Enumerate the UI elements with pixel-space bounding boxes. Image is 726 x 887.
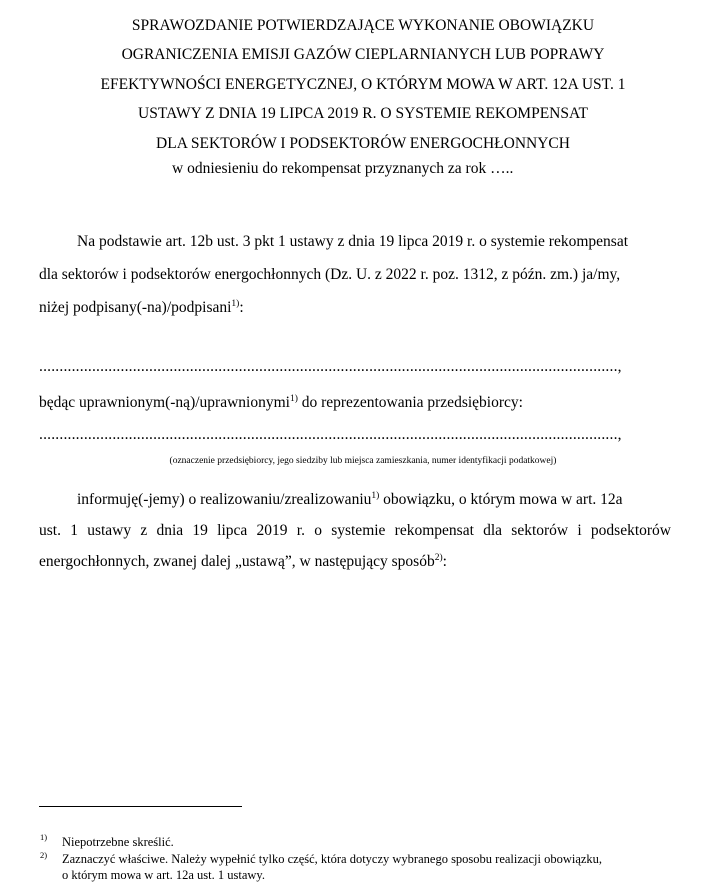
footnote-ref-2: 2)	[434, 553, 443, 563]
representative-text-end: do reprezentowania przedsiębiorcy:	[297, 394, 523, 411]
footnote-ref-1: 1)	[231, 299, 240, 309]
footnote-1-mark: 1)	[40, 832, 48, 842]
intro-line-1: Na podstawie art. 12b ust. 3 pkt 1 ustawy z dnia 19 lipca 2019 r. o systemie rekompensat	[77, 233, 629, 250]
footnote-2-text-cont: o którym mowa w art. 12a ust. 1 ustawy.	[62, 868, 265, 882]
title-line-1: SPRAWOZDANIE POTWIERDZAJĄCE WYKONANIE OBOWIĄZKU	[131, 17, 595, 34]
inform-line-2: ust. 1 ustawy z dnia 19 lipca 2019 r. o systemie rekompensat dla sektorów i podsektorów	[39, 522, 671, 539]
dotted-fill-line-1: ..............................................................................................................................................,	[39, 358, 622, 375]
title-line-2: OGRANICZENIA EMISJI GAZÓW CIEPLARNIANYCH LUB POPRAWY	[121, 46, 605, 64]
title-line-4: USTAWY Z DNIA 19 LIPCA 2019 R. O SYSTEMIE REKOMPENSAT	[138, 105, 588, 123]
footnote-separator	[39, 806, 242, 807]
footnote-ref-1c: 1)	[371, 491, 380, 501]
footnote-ref-1b: 1)	[289, 394, 298, 404]
inform-line-3-end: :	[442, 553, 447, 570]
title-line-5: DLA SEKTORÓW I PODSEKTORÓW ENERGOCHŁONNYCH	[156, 134, 570, 152]
representative-line	[39, 394, 523, 412]
intro-line-2: dla sektorów i podsektorów energochłonnych (Dz. U. z 2022 r. poz. 1312, z późn. zm.) ja/my,	[39, 266, 621, 283]
company-caption: (oznaczenie przedsiębiorcy, jego siedziby lub miejsca zamieszkania, numer identyfikacji podatkowej)	[169, 456, 557, 466]
intro-line-3	[39, 299, 244, 317]
inform-line-3-text: energochłonnych, zwanej dalej „ustawą”, w następujący sposób	[39, 553, 435, 570]
footnote-2-mark: 2)	[40, 850, 48, 860]
inform-line-1	[77, 491, 623, 509]
document-subtitle: w odniesieniu do rekompensat przyznanych za rok …..	[172, 160, 514, 177]
footnote-2-text: Zaznaczyć właściwe. Należy wypełnić tylko część, która dotyczy wybranego sposobu realizacji obowiązku,	[62, 852, 603, 866]
intro-line-3-end: :	[239, 299, 244, 316]
document-title	[40, 11, 686, 158]
inform-line-1-b: obowiązku, o którym mowa w art. 12a	[379, 491, 623, 508]
footnote-1-text: Niepotrzebne skreślić.	[62, 835, 174, 849]
title-line-3: EFEKTYWNOŚCI ENERGETYCZNEJ, O KTÓRYM MOWA W ART. 12A UST. 1	[100, 75, 626, 93]
inform-line-3	[39, 553, 447, 571]
inform-line-1-a: informuję(-jemy) o realizowaniu/zrealizowaniu	[77, 491, 372, 508]
dotted-fill-line-2: ..............................................................................................................................................,	[39, 426, 622, 443]
intro-line-3-text: niżej podpisany(-na)/podpisani	[39, 299, 232, 316]
representative-text: będąc uprawnionym(-ną)/uprawnionymi	[39, 394, 290, 411]
